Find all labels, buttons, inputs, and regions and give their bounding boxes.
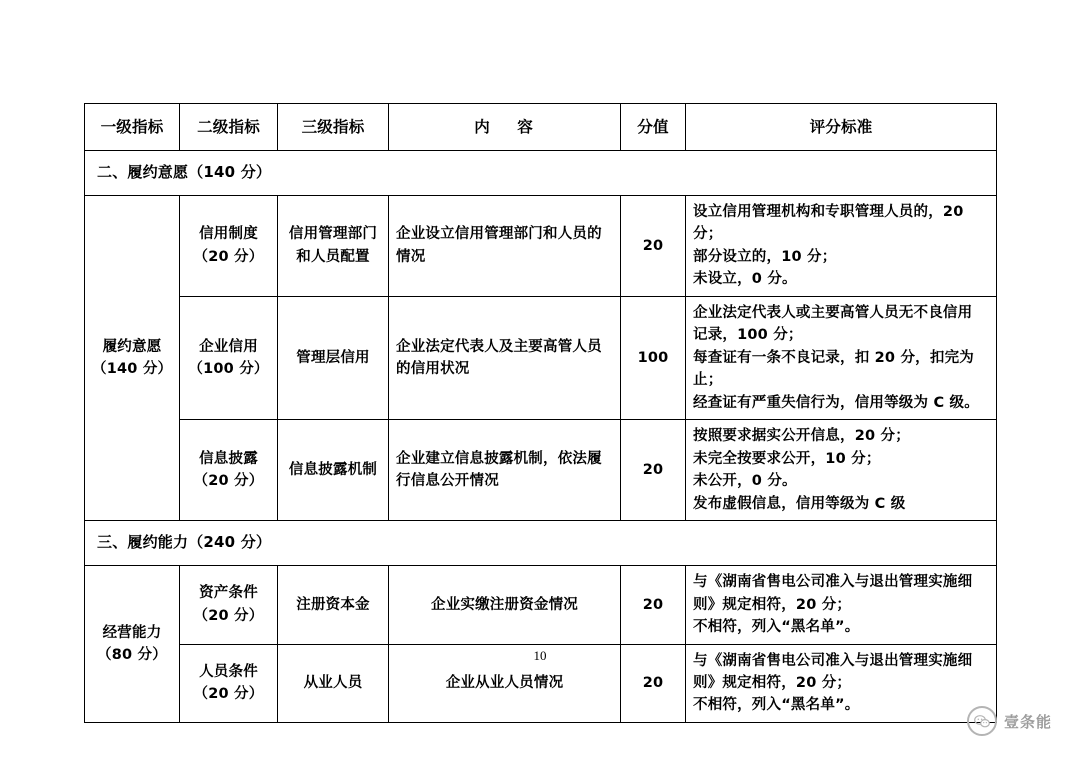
header-cell-level3: 三级指标 [278, 104, 389, 151]
header-cell-score: 分值 [621, 104, 686, 151]
page-number: 10 [533, 648, 547, 663]
header-cell-content: 内 容 [389, 104, 621, 151]
cell-score: 20 [621, 196, 686, 297]
cell-level2-info-disclosure: 信息披露 （20 分） [180, 420, 278, 521]
cell-level1-business-capability: 经营能力 （80 分） [85, 566, 180, 723]
section-title-row [85, 151, 997, 196]
section-title-performance-willingness: 二、履约意愿（140 分） [85, 151, 997, 196]
cell-level3-employees: 从业人员 [278, 644, 389, 722]
cell-level3-disclosure-mechanism: 信息披露机制 [278, 420, 389, 521]
header-cell-level1: 一级指标 [85, 104, 180, 151]
header-cell-criteria: 评分标准 [686, 104, 997, 151]
table-header-row [85, 104, 997, 151]
cell-level2-personnel-conditions: 人员条件 （20 分） [180, 644, 278, 722]
cell-content-credit-dept: 企业设立信用管理部门和人员的 情况 [389, 196, 621, 297]
cell-score: 20 [621, 566, 686, 644]
cell-level2-enterprise-credit: 企业信用 （100 分） [180, 296, 278, 419]
cell-level1-performance-willingness: 履约意愿 （140 分） [85, 196, 180, 521]
cell-level2-asset-conditions: 资产条件 （20 分） [180, 566, 278, 644]
cell-criteria-employees: 与《湖南省售电公司准入与退出管理实施细 则》规定相符，20 分； 不相符，列入“黑名单”。 [686, 644, 997, 722]
section-title-row [85, 521, 997, 566]
cell-criteria-management-credit: 企业法定代表人或主要高管人员无不良信用 记录，100 分； 每查证有一条不良记录，扣 20 分，扣完为止； 经查证有严重失信行为，信用等级为 C 级。 [686, 296, 997, 419]
cell-level3-management-credit: 管理层信用 [278, 296, 389, 419]
table-row [85, 566, 997, 644]
cell-level2-credit-system: 信用制度 （20 分） [180, 196, 278, 297]
cell-score: 20 [621, 644, 686, 722]
cell-criteria-credit-dept: 设立信用管理机构和专职管理人员的，20 分； 部分设立的，10 分； 未设立，0 分。 [686, 196, 997, 297]
cell-score: 100 [621, 296, 686, 419]
cell-criteria-registered-capital: 与《湖南省售电公司准入与退出管理实施细 则》规定相符，20 分； 不相符，列入“黑名单”。 [686, 566, 997, 644]
cell-level3-registered-capital: 注册资本金 [278, 566, 389, 644]
table-row [85, 420, 997, 521]
table-row [85, 196, 997, 297]
evaluation-criteria-table [84, 103, 997, 723]
wechat-icon [967, 706, 997, 736]
cell-content-registered-capital: 企业实缴注册资金情况 [389, 566, 621, 644]
table-row [85, 296, 997, 419]
cell-content-management-credit: 企业法定代表人及主要高管人员 的信用状况 [389, 296, 621, 419]
cell-score: 20 [621, 420, 686, 521]
cell-content-employees: 企业从业人员情况 [389, 644, 621, 722]
watermark [967, 706, 1052, 736]
watermark-label: 壹条能 [1003, 712, 1052, 731]
cell-criteria-disclosure: 按照要求据实公开信息，20 分； 未完全按要求公开，10 分； 未公开，0 分。 发布虚假信息，信用等级为 C 级 [686, 420, 997, 521]
cell-level3-credit-dept: 信用管理部门 和人员配置 [278, 196, 389, 297]
cell-content-disclosure: 企业建立信息披露机制，依法履 行信息公开情况 [389, 420, 621, 521]
header-cell-level2: 二级指标 [180, 104, 278, 151]
section-title-performance-capability: 三、履约能力（240 分） [85, 521, 997, 566]
